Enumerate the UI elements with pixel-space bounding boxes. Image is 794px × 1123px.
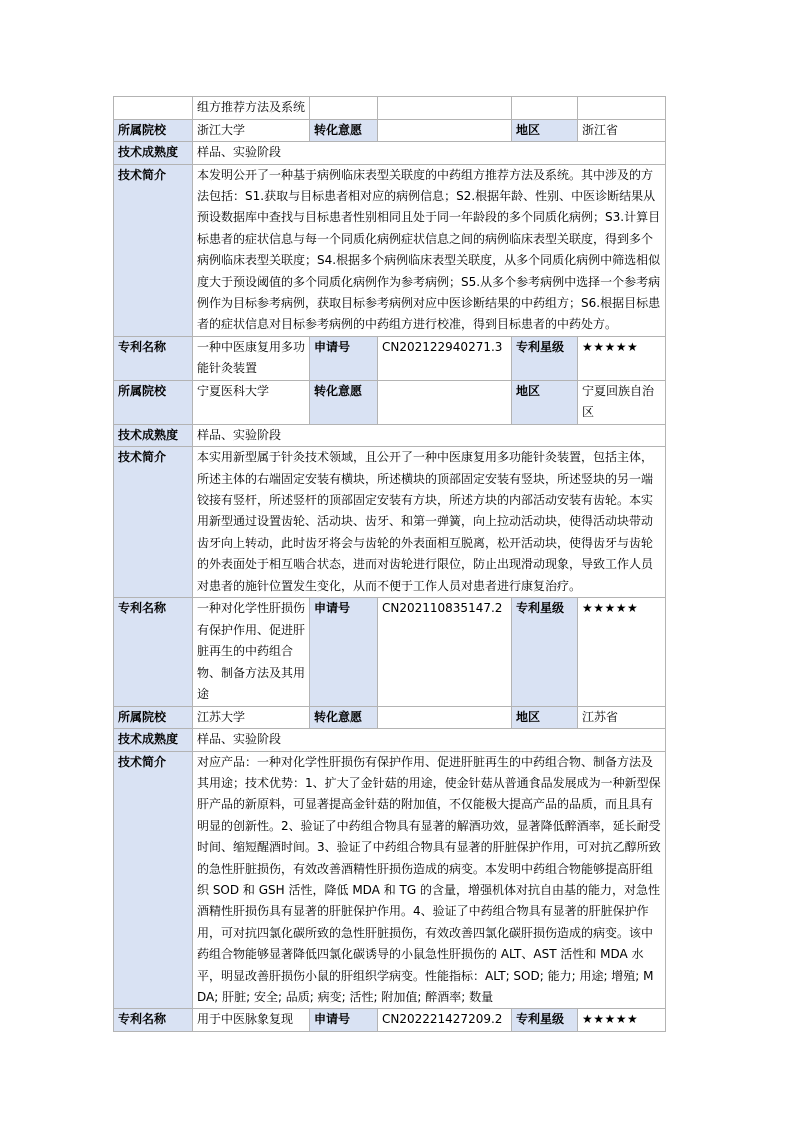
- region-label: 地区: [512, 119, 578, 142]
- table-row: [114, 729, 666, 752]
- patent-table: [113, 96, 666, 1032]
- application-no-value: CN202221427209.2: [378, 1009, 512, 1032]
- institution-label: 所属院校: [114, 380, 193, 424]
- table-row: [114, 164, 666, 336]
- region-value: 江苏省: [578, 706, 666, 729]
- table-row: [114, 380, 666, 424]
- maturity-label: 技术成熟度: [114, 142, 193, 165]
- empty-cell: [310, 97, 378, 120]
- patent-name-label: 专利名称: [114, 598, 193, 707]
- patent-stars-label: 专利星级: [512, 336, 578, 380]
- institution-value: 浙江大学: [193, 119, 310, 142]
- table-row: [114, 336, 666, 380]
- institution-label: 所属院校: [114, 119, 193, 142]
- transfer-intent-label: 转化意愿: [310, 706, 378, 729]
- empty-cell: [578, 97, 666, 120]
- table-row: [114, 142, 666, 165]
- empty-cell: [512, 97, 578, 120]
- maturity-value: 样品、实验阶段: [193, 729, 666, 752]
- empty-cell: [378, 97, 512, 120]
- maturity-value: 样品、实验阶段: [193, 424, 666, 447]
- table-row: [114, 97, 666, 120]
- transfer-intent-value: [378, 706, 512, 729]
- summary-value: 本发明公开了一种基于病例临床表型关联度的中药组方推荐方法及系统。其中涉及的方法包括：S1.获取与目标患者相对应的病例信息；S2.根据年龄、性别、中医诊断结果从预设数据库中查找与目标患者性别相同且处于同一年龄段的多个同质化病例；S3.计算目标患者的症状信息与每一个同质化病例症状信息之间的病例临床表型关联度，得到多个病例临床表型关联度；S4.根据多个病例临床表型关联度，从多个同质化病例中筛选相似度大于预设阈值的多个同质化病例作为参考病例；S5.从多个参考病例中选择一个参考病例作为目标参考病例，获取目标参考病例对应中医诊断结果的中药组方；S6.根据目标患者的症状信息对目标参考病例的中药组方进行校准，得到目标患者的中药处方。: [193, 164, 666, 336]
- patent-stars-value: ★★★★★: [578, 598, 666, 707]
- empty-cell: [114, 97, 193, 120]
- region-label: 地区: [512, 706, 578, 729]
- table-row: [114, 598, 666, 707]
- transfer-intent-label: 转化意愿: [310, 380, 378, 424]
- patent-stars-label: 专利星级: [512, 598, 578, 707]
- application-no-label: 申请号: [310, 598, 378, 707]
- table-row: [114, 119, 666, 142]
- patent-stars-value: ★★★★★: [578, 336, 666, 380]
- summary-label: 技术简介: [114, 164, 193, 336]
- summary-label: 技术简介: [114, 751, 193, 1009]
- summary-label: 技术简介: [114, 447, 193, 598]
- institution-value: 江苏大学: [193, 706, 310, 729]
- transfer-intent-value: [378, 119, 512, 142]
- table-row: [114, 706, 666, 729]
- table-row: [114, 447, 666, 598]
- summary-value: 本实用新型属于针灸技术领域，且公开了一种中医康复用多功能针灸装置，包括主体，所述主体的右端固定安装有横块，所述横块的顶部固定安装有竖块，所述竖块的另一端铰接有竖杆，所述竖杆的顶部固定安装有方块，所述方块的内部活动安装有齿轮。本实用新型通过设置齿轮、活动块、齿牙、和第一弹簧，向上拉动活动块，使得活动块带动齿牙向上转动，此时齿牙将会与齿轮的外表面相互脱离，松开活动块，使得齿牙与齿轮的外表面处于相互啮合状态，进而对齿轮进行限位，防止出现滑动现象，导致工作人员对患者的施针位置发生变化，从而不便于工作人员对患者进行康复治疗。: [193, 447, 666, 598]
- table-row: [114, 424, 666, 447]
- patent-name-label: 专利名称: [114, 1009, 193, 1032]
- region-value: 浙江省: [578, 119, 666, 142]
- maturity-label: 技术成熟度: [114, 424, 193, 447]
- application-no-label: 申请号: [310, 1009, 378, 1032]
- application-no-value: CN202122940271.3: [378, 336, 512, 380]
- application-no-value: CN202110835147.2: [378, 598, 512, 707]
- patent-stars-value: ★★★★★: [578, 1009, 666, 1032]
- region-label: 地区: [512, 380, 578, 424]
- patent-name-label: 专利名称: [114, 336, 193, 380]
- institution-label: 所属院校: [114, 706, 193, 729]
- transfer-intent-label: 转化意愿: [310, 119, 378, 142]
- maturity-value: 样品、实验阶段: [193, 142, 666, 165]
- patent-name-value: 一种中医康复用多功能针灸装置: [193, 336, 310, 380]
- table-row: [114, 751, 666, 1009]
- maturity-label: 技术成熟度: [114, 729, 193, 752]
- patent-name-value: 一种对化学性肝损伤有保护作用、促进肝脏再生的中药组合物、制备方法及其用途: [193, 598, 310, 707]
- institution-value: 宁夏医科大学: [193, 380, 310, 424]
- patent-stars-label: 专利星级: [512, 1009, 578, 1032]
- patent-name-value: 组方推荐方法及系统: [193, 97, 310, 120]
- region-value: 宁夏回族自治区: [578, 380, 666, 424]
- patent-name-value: 用于中医脉象复现: [193, 1009, 310, 1032]
- application-no-label: 申请号: [310, 336, 378, 380]
- transfer-intent-value: [378, 380, 512, 424]
- table-row: [114, 1009, 666, 1032]
- summary-value: 对应产品：一种对化学性肝损伤有保护作用、促进肝脏再生的中药组合物、制备方法及其用途；技术优势：1、扩大了金针菇的用途，使金针菇从普通食品发展成为一种新型保肝产品的新原料，可显著提高金针菇的附加值，不仅能极大提高产品的品质，而且具有明显的创新性。2、验证了中药组合物具有显著的解酒功效，显著降低醉酒率，延长耐受时间、缩短醒酒时间。3、验证了中药组合物具有显著的肝脏保护作用，可对抗乙醇所致的急性肝脏损伤，有效改善酒精性肝损伤造成的病变。本发明中药组合物能够提高肝组织 SOD 和 GSH 活性，降低 MDA 和 TG 的含量，增强机体对抗自由基的能力，对急性酒精性肝损伤具有显著的肝脏保护作用。4、验证了中药组合物具有显著的肝脏保护作用，可对抗四氯化碳所致的急性肝脏损伤，有效改善四氯化碳肝损伤造成的病变。该中药组合物能够显著降低四氯化碳诱导的小鼠急性肝损伤的 ALT、AST 活性和 MDA 水平，明显改善肝损伤小鼠的肝组织学病变。性能指标：ALT; SOD; 能力; 用途; 增殖; MDA; 肝脏; 安全; 品质; 病变; 活性; 附加值; 醉酒率; 数量: [193, 751, 666, 1009]
